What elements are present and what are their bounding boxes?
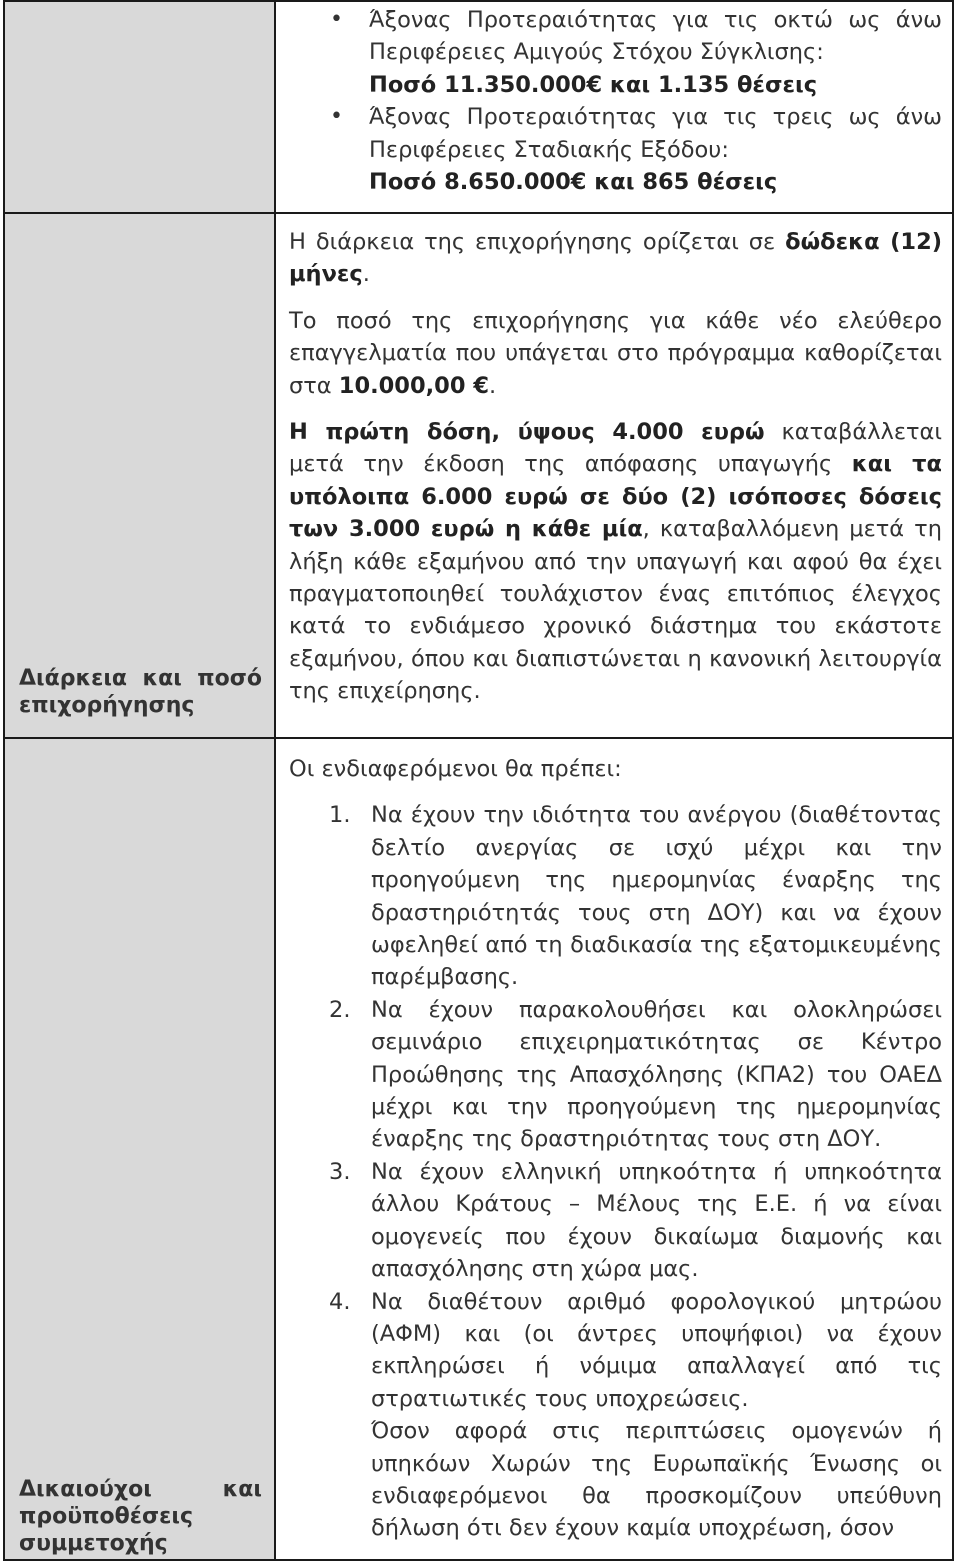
list-item: • Άξονας Προτεραιότητας για τις τρεις ως άνω Περιφέρειες Σταδιακής Εξόδου: Ποσό 8.650.000€ και 865 θέσεις — [369, 101, 942, 198]
eligibility-intro: Οι ενδιαφερόμενοι θα πρέπει: — [289, 756, 622, 782]
installments-paragraph: Η πρώτη δόση, ύψους 4.000 ευρώ καταβάλλεται μετά την έκδοση της απόφασης υπαγωγής και τα υπόλοιπα 6.000 ευρώ σε δύο (2) ισόποσες δόσεις των 3.000 ευρώ η κάθε μία, καταβαλλόμενη μετά τη λήξη κάθε εξαμήνου από την υπαγωγή και αφού θα έχει πραγματοποιηθεί τουλάχιστον ένας επιτόπιος έλεγχος κατά το ενδιάμεσο χρονικό διάστημα του εκάστοτε εξαμήνου, όπου και διαπιστώνεται η κανονική λειτουργία της επιχείρησης. — [289, 419, 942, 705]
row-label-eligibility — [4, 738, 275, 1560]
row-label-duration — [4, 213, 275, 738]
requirements-list — [289, 799, 942, 1415]
list-item: 4. Να διαθέτουν αριθμό φορολογικού μητρώου (ΑΦΜ) και (οι άντρες υποψήφιοι) να έχουν εκπληρώσει ή νόμιμα απαλλαγεί από τις στρατιωτικές τους υποχρεώσεις. — [329, 1288, 942, 1412]
row-label-empty — [4, 1, 275, 213]
row-duration — [4, 213, 953, 738]
label-eligibility: Δικαιούχοι και προϋποθέσεις συμμετοχής — [19, 1477, 262, 1556]
row-eligibility — [4, 738, 953, 1560]
label-duration-amount: Διάρκεια και ποσό επιχορήγησης — [19, 666, 262, 718]
amount-paragraph: Το ποσό της επιχορήγησης για κάθε νέο ελεύθερο επαγγελματία που υπάγεται στο πρόγραμμα καθορίζεται στα 10.000,00 €. — [289, 307, 942, 399]
allocation-list — [289, 4, 942, 198]
row-content-duration — [275, 213, 953, 738]
list-item: 1. Να έχουν την ιδιότητα του ανέργου (διαθέτοντας δελτίο ανεργίας σε ισχύ μέχρι και την προηγούμενη της ημερομηνίας έναρξης της δραστηριότητάς τους στη ΔΟΥ) και να έχουν ωφεληθεί από τη διαδικασία της εξατομικευμένης παρέμβασης. — [329, 802, 942, 991]
row-amounts — [4, 1, 953, 213]
continuation-paragraph: Όσον αφορά στις περιπτώσεις ομογενών ή υπηκόων Χωρών της Ευρωπαϊκής Ένωσης οι ενδιαφερόμενοι θα προσκομίζουν υπεύθυνη δήλωση ότι δεν έχουν καμία υποχρέωση, όσον — [371, 1418, 942, 1542]
list-item: 2. Να έχουν παρακολουθήσει και ολοκληρώσει σεμινάριο επιχειρηματικότητας σε Κέντρο Προώθησης της Απασχόλησης (ΚΠΑ2) του ΟΑΕΔ μέχρι και την προηγούμενη της ημερομηνίας έναρξης της δραστηριότητας τους στη ΔΟΥ. — [329, 996, 942, 1153]
row-content-eligibility — [275, 738, 953, 1560]
list-item: 3. Να έχουν ελληνική υπηκοότητα ή υπηκοότητα άλλου Κράτους – Μέλους της Ε.Ε. ή να είναι ομογενείς που έχουν δικαίωμα διαμονής και απασχόλησης στη χώρα μας. — [329, 1158, 942, 1283]
document-table — [3, 0, 954, 1561]
list-item: • Άξονας Προτεραιότητας για τις οκτώ ως άνω Περιφέρειες Αμιγούς Στόχου Σύγκλισης: Ποσό 11.350.000€ και 1.135 θέσεις — [369, 4, 942, 101]
row-content-amounts — [275, 1, 953, 213]
duration-paragraph: Η διάρκεια της επιχορήγησης ορίζεται σε δώδεκα (12) μήνες. — [289, 229, 943, 288]
